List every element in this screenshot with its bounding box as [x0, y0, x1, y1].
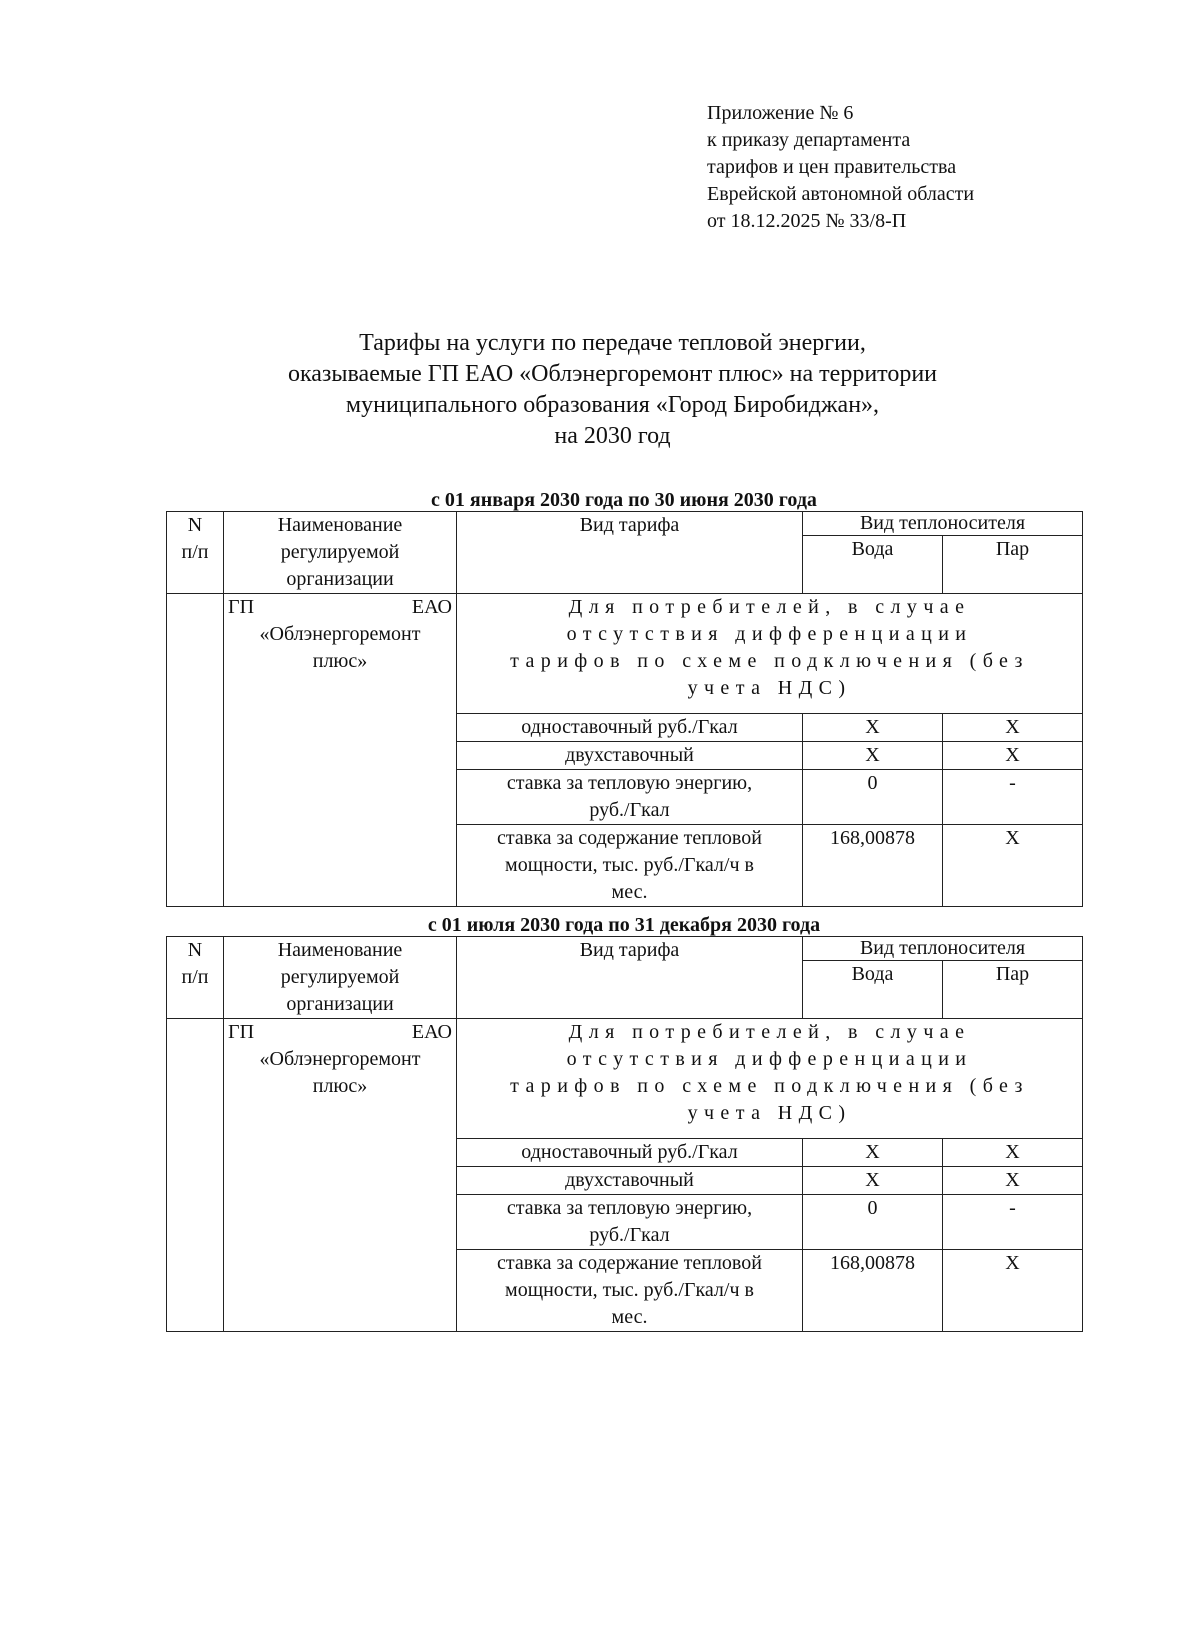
water-value: X: [803, 714, 943, 742]
appendix-block: [707, 100, 974, 235]
consumers-description: Для потребителей, в случае отсутствия дифференциации тарифов по схеме подключения (без учета НДС): [457, 594, 1083, 714]
header-steam: Пар: [943, 536, 1083, 594]
steam-value: X: [943, 825, 1083, 907]
water-value: 168,00878: [803, 825, 943, 907]
header-carrier: Вид теплоносителя: [803, 937, 1083, 961]
tariff-table-second-half: [166, 936, 1083, 1332]
water-value: 168,00878: [803, 1250, 943, 1332]
water-value: X: [803, 1139, 943, 1167]
water-value: 0: [803, 770, 943, 825]
water-value: X: [803, 1167, 943, 1195]
appendix-line: Приложение № 6: [707, 102, 854, 124]
row-number-cell: [167, 594, 224, 907]
title-line: Тарифы на услуги по передаче тепловой энергии,: [359, 330, 866, 356]
tariff-table-first-half: [166, 511, 1083, 907]
tariff-name: ставка за содержание тепловой мощности, тыс. руб./Гкал/ч в мес.: [457, 1250, 803, 1332]
consumers-description: Для потребителей, в случае отсутствия дифференциации тарифов по схеме подключения (без учета НДС): [457, 1019, 1083, 1139]
steam-value: X: [943, 1167, 1083, 1195]
appendix-line: Еврейской автономной области: [707, 183, 975, 205]
steam-value: -: [943, 1195, 1083, 1250]
tariff-name: ставка за тепловую энергию, руб./Гкал: [457, 1195, 803, 1250]
header-tariff-type: Вид тарифа: [457, 937, 803, 1019]
organization-cell: ГП ЕАО «Облэнергоремонт плюс»: [224, 594, 457, 907]
header-carrier: Вид теплоносителя: [803, 512, 1083, 536]
steam-value: X: [943, 742, 1083, 770]
steam-value: -: [943, 770, 1083, 825]
steam-value: X: [943, 714, 1083, 742]
tariff-name: двухставочный: [457, 742, 803, 770]
water-value: 0: [803, 1195, 943, 1250]
title-line: муниципального образования «Город Биробиджан»,: [345, 392, 880, 418]
appendix-line: к приказу департамента: [707, 129, 911, 151]
steam-value: X: [943, 1250, 1083, 1332]
tariff-name: одноставочный руб./Гкал: [457, 1139, 803, 1167]
appendix-line: тарифов и цен правительства: [707, 156, 957, 178]
tariff-name: двухставочный: [457, 1167, 803, 1195]
header-water: Вода: [803, 961, 943, 1019]
title-line: на 2030 год: [554, 423, 671, 449]
header-row: [167, 937, 1083, 961]
period-heading-first-half: с 01 января 2030 года по 30 июня 2030 года: [431, 489, 817, 511]
header-steam: Пар: [943, 961, 1083, 1019]
header-org-name: Наименование регулируемой организации: [224, 512, 457, 594]
period-heading-second-half: с 01 июля 2030 года по 31 декабря 2030 года: [427, 914, 821, 936]
water-value: X: [803, 742, 943, 770]
consumers-row: [167, 594, 1083, 714]
title-line: оказываемые ГП ЕАО «Облэнергоремонт плюс» на территории: [287, 361, 938, 387]
row-number-cell: [167, 1019, 224, 1332]
header-row: [167, 512, 1083, 536]
tariff-name: одноставочный руб./Гкал: [457, 714, 803, 742]
consumers-row: [167, 1019, 1083, 1139]
organization-cell: ГП ЕАО «Облэнергоремонт плюс»: [224, 1019, 457, 1332]
tariff-name: ставка за тепловую энергию, руб./Гкал: [457, 770, 803, 825]
header-num: N п/п: [167, 512, 224, 594]
header-org-name: Наименование регулируемой организации: [224, 937, 457, 1019]
document-title: [0, 328, 1200, 452]
tariff-name: ставка за содержание тепловой мощности, тыс. руб./Гкал/ч в мес.: [457, 825, 803, 907]
appendix-line: от 18.12.2025 № 33/8-П: [707, 210, 907, 232]
header-water: Вода: [803, 536, 943, 594]
header-tariff-type: Вид тарифа: [457, 512, 803, 594]
header-num: N п/п: [167, 937, 224, 1019]
steam-value: X: [943, 1139, 1083, 1167]
